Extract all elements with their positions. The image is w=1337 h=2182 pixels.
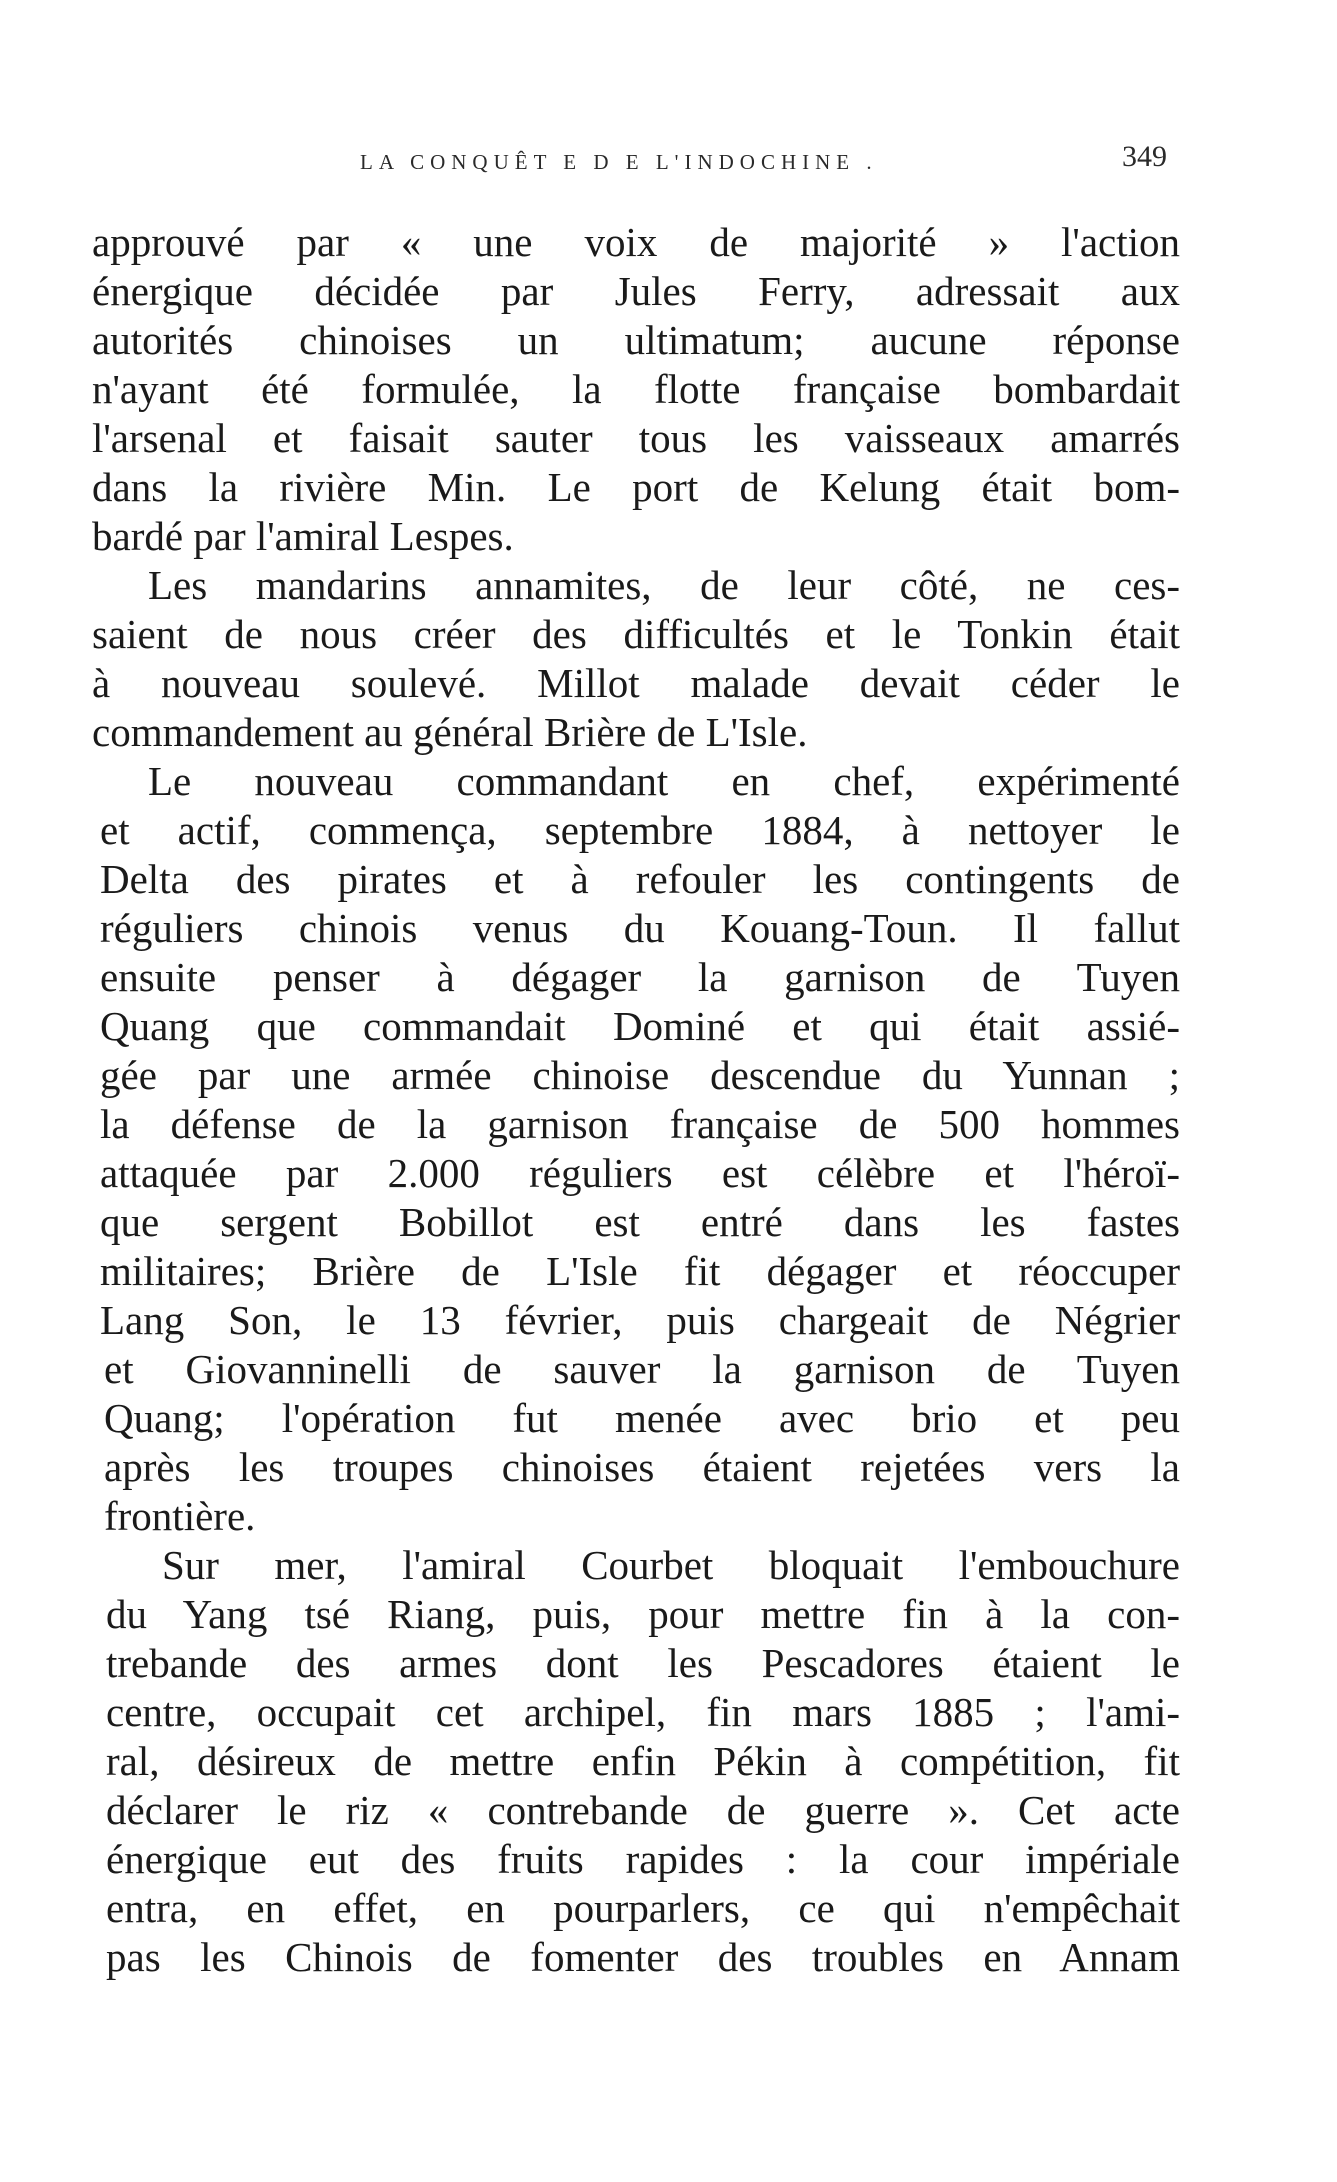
text-line: entra, en effet, en pourparlers, ce qui n'empêchait — [106, 1885, 1180, 1931]
text-line: la défense de la garnison française de 500 hommes — [100, 1101, 1180, 1147]
text-line: attaquée par 2.000 réguliers est célèbre et l'héroï- — [100, 1150, 1180, 1196]
text-line: dans la rivière Min. Le port de Kelung était bom- — [92, 464, 1180, 510]
text-line: Sur mer, l'amiral Courbet bloquait l'embouchure — [162, 1542, 1180, 1588]
text-line: saient de nous créer des difficultés et le Tonkin était — [92, 611, 1180, 657]
text-line: Les mandarins annamites, de leur côté, ne ces- — [148, 562, 1180, 608]
text-line: frontière. — [104, 1493, 256, 1539]
text-line: Quang; l'opération fut menée avec brio et peu — [104, 1395, 1180, 1441]
text-line: du Yang tsé Riang, puis, pour mettre fin à la con- — [106, 1591, 1180, 1637]
text-line: Delta des pirates et à refouler les contingents de — [100, 856, 1180, 902]
text-line: Le nouveau commandant en chef, expérimenté — [148, 758, 1180, 804]
page-number: 349 — [1122, 140, 1167, 173]
text-line: n'ayant été formulée, la flotte française bombardait — [92, 366, 1180, 412]
text-line: bardé par l'amiral Lespes. — [92, 513, 514, 559]
text-line: après les troupes chinoises étaient rejetées vers la — [104, 1444, 1180, 1490]
text-line: et actif, commença, septembre 1884, à nettoyer le — [100, 807, 1180, 853]
text-line: commandement au général Brière de L'Isle. — [92, 709, 808, 755]
text-line: Lang Son, le 13 février, puis chargeait de Négrier — [100, 1297, 1180, 1343]
text-line: que sergent Bobillot est entré dans les fastes — [100, 1199, 1180, 1245]
text-line: militaires; Brière de L'Isle fit dégager et réoccuper — [100, 1248, 1180, 1294]
text-line: autorités chinoises un ultimatum; aucune réponse — [92, 317, 1180, 363]
text-line: gée par une armée chinoise descendue du Yunnan ; — [100, 1052, 1180, 1098]
text-line: l'arsenal et faisait sauter tous les vaisseaux amarrés — [92, 415, 1180, 461]
running-head: LA CONQUÊT E D E L'INDOCHINE . — [360, 150, 878, 174]
text-line: réguliers chinois venus du Kouang-Toun. Il fallut — [100, 905, 1180, 951]
text-line: déclarer le riz « contrebande de guerre ». Cet acte — [106, 1787, 1180, 1833]
text-line: ral, désireux de mettre enfin Pékin à compétition, fit — [106, 1738, 1180, 1784]
text-line: centre, occupait cet archipel, fin mars 1885 ; l'ami- — [106, 1689, 1180, 1735]
text-line: approuvé par « une voix de majorité » l'action — [92, 219, 1180, 265]
body-text — [92, 218, 1180, 1982]
text-line: à nouveau soulevé. Millot malade devait céder le — [92, 660, 1180, 706]
text-line: énergique décidée par Jules Ferry, adressait aux — [92, 268, 1180, 314]
text-line: et Giovanninelli de sauver la garnison de Tuyen — [104, 1346, 1180, 1392]
text-line: trebande des armes dont les Pescadores étaient le — [106, 1640, 1180, 1686]
text-line: Quang que commandait Dominé et qui était assié- — [100, 1003, 1180, 1049]
text-line: ensuite penser à dégager la garnison de Tuyen — [100, 954, 1180, 1000]
text-line: énergique eut des fruits rapides : la cour impériale — [106, 1836, 1180, 1882]
text-line: pas les Chinois de fomenter des troubles en Annam — [106, 1934, 1180, 1980]
